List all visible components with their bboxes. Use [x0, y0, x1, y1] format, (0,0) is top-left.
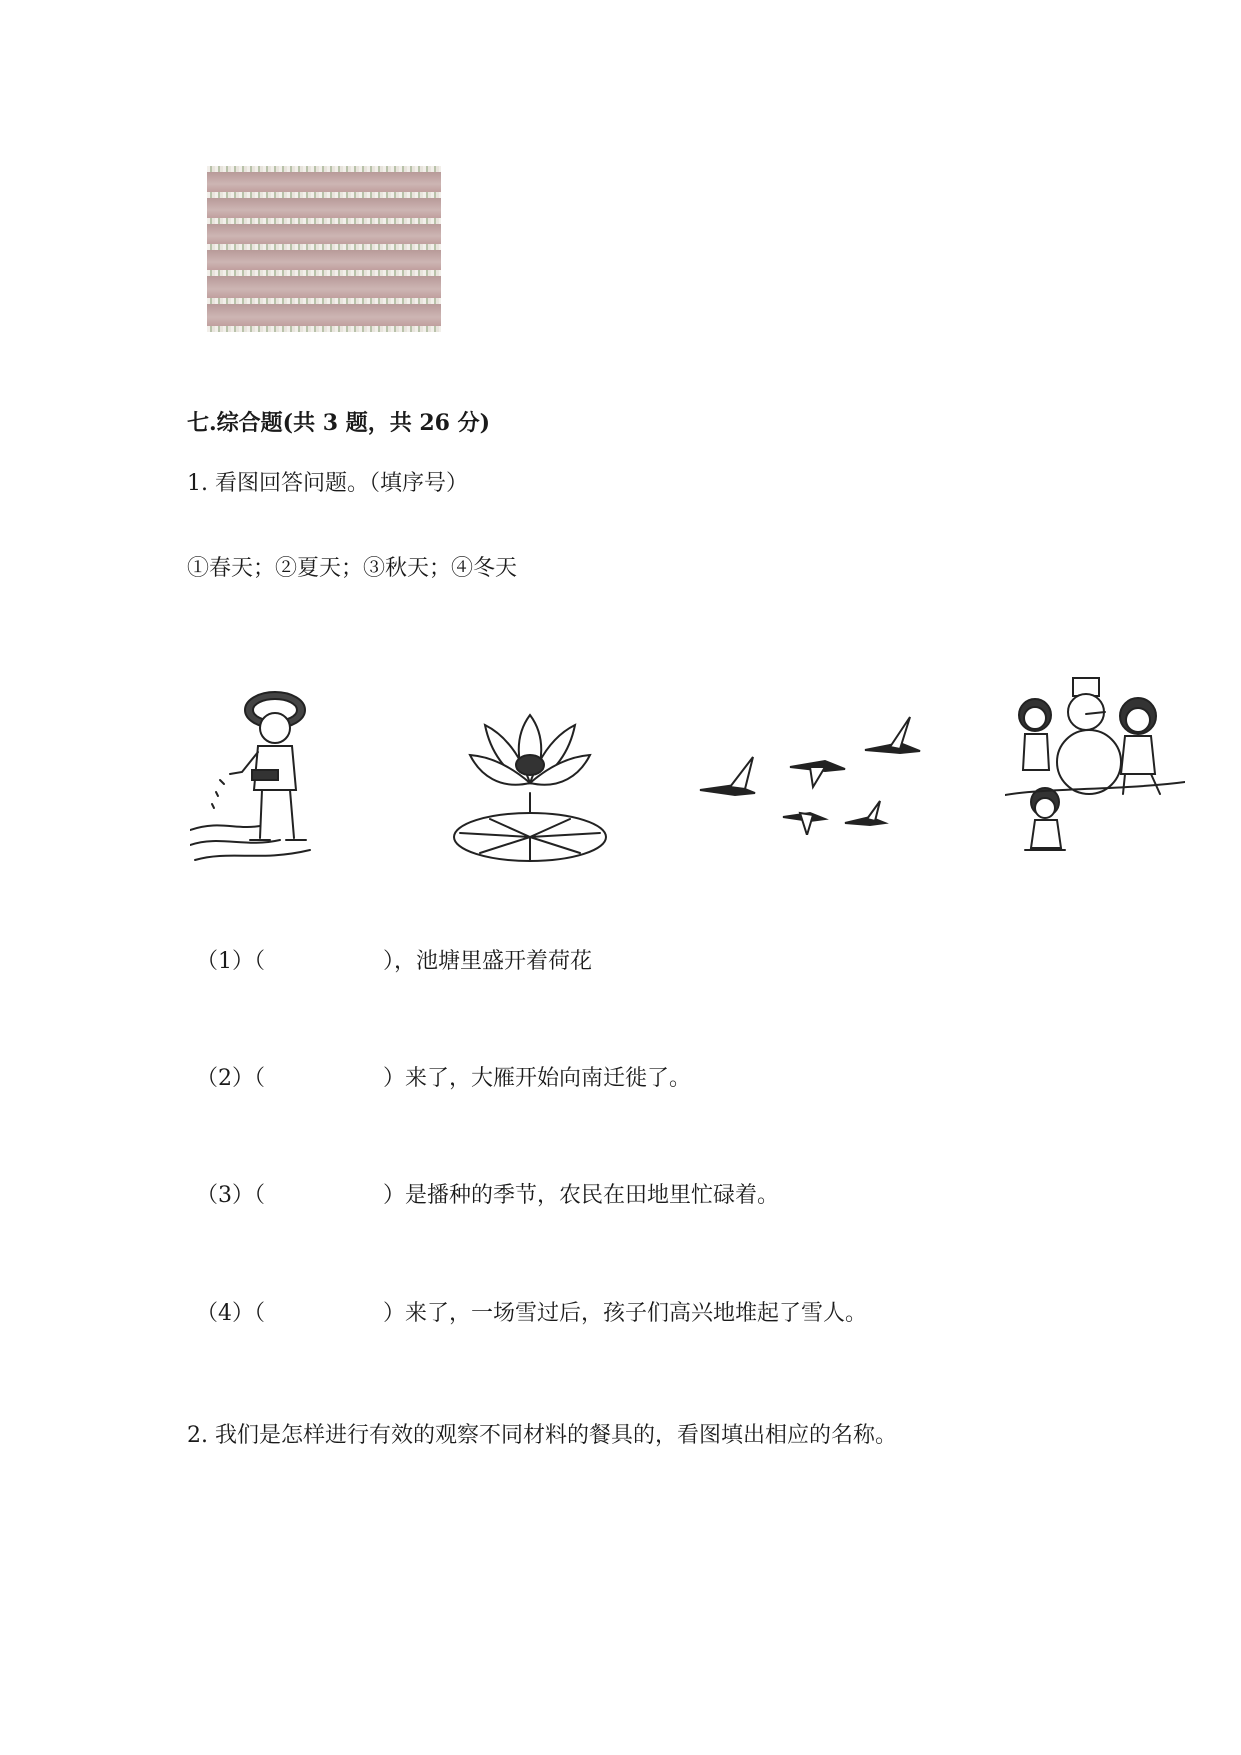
question-1-item-3 — [196, 1181, 779, 1211]
question-2-prompt: 2. 我们是怎样进行有效的观察不同材料的餐具的，看图填出相应的名称。 — [187, 1423, 897, 1448]
migrating-geese-illustration — [695, 705, 925, 835]
item-3-label: （3）（ — [196, 1183, 265, 1208]
farmer-sowing-illustration — [190, 680, 330, 870]
question-1-prompt: 1. 看图回答问题。（填序号） — [187, 471, 468, 496]
question-1-item-4 — [196, 1299, 867, 1329]
section-title: 七.综合题(共 3 题，共 26 分) — [187, 410, 491, 436]
item-2-text: ）来了，大雁开始向南迁徙了。 — [383, 1066, 692, 1091]
item-1-label: （1）（ — [196, 949, 265, 974]
item-4-text: ）来了，一场雪过后，孩子们高兴地堆起了雪人。 — [383, 1301, 868, 1326]
children-snowman-illustration — [1005, 670, 1185, 870]
lotus-flower-illustration — [450, 695, 610, 865]
item-3-text: ）是播种的季节，农民在田地里忙碌着。 — [383, 1183, 780, 1208]
question-1-item-2 — [196, 1064, 691, 1094]
item-2-label: （2）（ — [196, 1066, 265, 1091]
question-1-item-1 — [196, 947, 592, 977]
item-1-text: ），池塘里盛开着荷花 — [383, 949, 593, 974]
corrugated-cardboard-photo — [207, 166, 441, 332]
season-options: ①春天；②夏天；③秋天；④冬天 — [187, 556, 518, 581]
item-4-label: （4）（ — [196, 1301, 265, 1326]
